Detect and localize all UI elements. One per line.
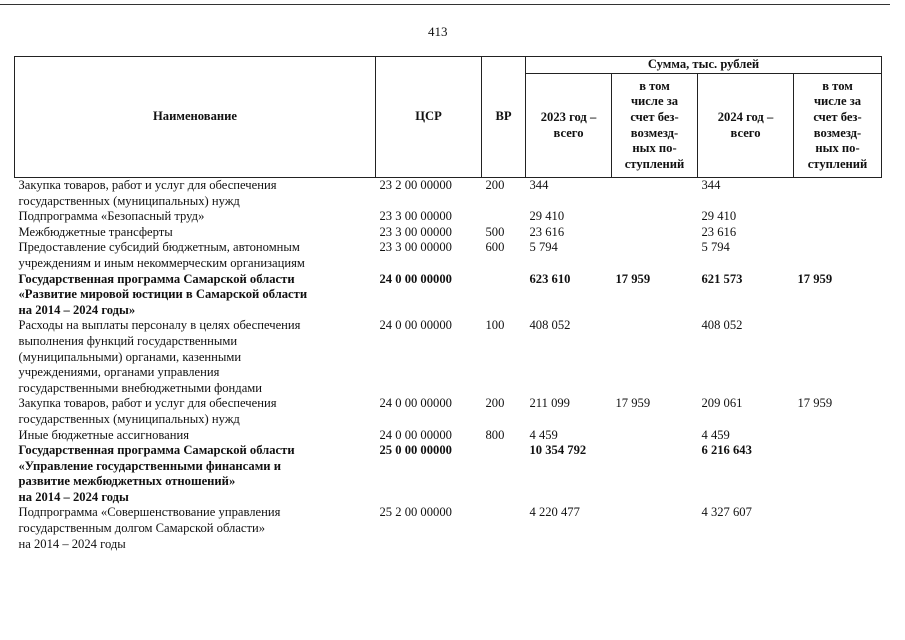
incl-2023-cell (612, 209, 698, 225)
header-incl-2023 (612, 74, 698, 178)
name-line: выполнения функций государственными (18, 333, 238, 348)
header-line: числе за (813, 94, 862, 109)
vr-cell: 600 (485, 240, 505, 255)
incl-2024-cell (794, 443, 882, 505)
table-row (15, 178, 882, 210)
table-row (15, 443, 882, 505)
name-line: развитие межбюджетных отношений» (18, 474, 236, 489)
vr-cell: 200 (485, 178, 505, 192)
total-2024-cell: 29 410 (701, 209, 737, 224)
table-body (15, 178, 882, 553)
csr-cell: 25 0 00 00000 (379, 443, 452, 458)
total-2023-cell: 23 616 (529, 224, 565, 239)
name-line: учреждениям и иным некоммерческим организациям (18, 255, 305, 270)
incl-2023-cell: 17 959 (615, 396, 651, 411)
total-2023-cell: 5 794 (529, 240, 558, 255)
name-line: государственных (муниципальных) нужд (18, 411, 240, 426)
header-line: всего (553, 125, 584, 140)
incl-2024-cell (794, 505, 882, 552)
incl-2024-cell: 17 959 (797, 396, 833, 411)
table-row (15, 209, 882, 225)
incl-2023-cell (612, 240, 698, 271)
csr-cell: 23 2 00 00000 (379, 178, 452, 192)
header-csr: ЦСР (376, 57, 482, 178)
total-2024-cell: 5 794 (701, 240, 730, 255)
header-line: 2024 год – (717, 109, 774, 124)
name-cell (15, 209, 376, 225)
header-line: счет без- (813, 109, 862, 124)
total-2024-cell: 23 616 (701, 224, 737, 239)
incl-2023-cell (612, 428, 698, 444)
total-2024-cell: 4 459 (701, 427, 730, 442)
incl-2024-cell (794, 318, 882, 396)
name-cell (15, 272, 376, 319)
name-cell (15, 240, 376, 271)
header-line: числе за (630, 94, 679, 109)
total-2024-cell: 344 (701, 178, 721, 192)
header-line: в том (639, 78, 670, 93)
total-2024-cell: 621 573 (701, 271, 743, 286)
header-line: возмезд- (813, 125, 862, 140)
name-line: Закупка товаров, работ и услуг для обеспечения (18, 396, 277, 411)
incl-2024-cell (794, 240, 882, 271)
name-cell (15, 178, 376, 210)
total-2024-cell: 4 327 607 (701, 505, 752, 520)
table-row (15, 272, 882, 319)
header-line: ступлений (807, 156, 868, 171)
name-line: государственным долгом Самарской области» (18, 521, 266, 536)
incl-2024-cell (794, 178, 882, 210)
csr-cell: 23 3 00 00000 (379, 240, 452, 255)
vr-cell: 100 (485, 318, 505, 333)
total-2023-cell: 623 610 (529, 271, 571, 286)
incl-2023-cell (612, 443, 698, 505)
table-row (15, 225, 882, 241)
name-line: учреждениями, органами управления (18, 365, 220, 380)
csr-cell: 23 3 00 00000 (379, 224, 452, 239)
csr-cell: 24 0 00 00000 (379, 427, 452, 442)
header-line: возмезд- (630, 125, 679, 140)
csr-cell: 24 0 00 00000 (379, 271, 452, 286)
total-2023-cell: 4 220 477 (529, 505, 580, 520)
vr-cell (482, 443, 526, 505)
header-line: в том (822, 78, 853, 93)
total-2024-cell: 408 052 (701, 318, 743, 333)
name-line: Государственная программа Самарской области (18, 271, 295, 286)
budget-table (14, 56, 882, 552)
name-cell (15, 396, 376, 427)
name-cell (15, 443, 376, 505)
table-row (15, 396, 882, 427)
name-line: на 2014 – 2024 годы» (18, 302, 136, 317)
header-total-2023 (526, 74, 612, 178)
incl-2024-cell (794, 225, 882, 241)
table-row (15, 428, 882, 444)
name-cell (15, 318, 376, 396)
name-cell (15, 505, 376, 552)
total-2024-cell: 209 061 (701, 396, 743, 411)
total-2023-cell: 29 410 (529, 209, 565, 224)
total-2023-cell: 211 099 (529, 396, 570, 411)
header-name: Наименование (15, 57, 376, 178)
name-line: Межбюджетные трансферты (18, 224, 173, 239)
incl-2023-cell (612, 178, 698, 210)
name-line: на 2014 – 2024 годы (18, 489, 129, 504)
vr-cell (482, 272, 526, 319)
csr-cell: 24 0 00 00000 (379, 396, 452, 411)
total-2023-cell: 408 052 (529, 318, 571, 333)
csr-cell: 23 3 00 00000 (379, 209, 452, 224)
csr-cell: 24 0 00 00000 (379, 318, 452, 333)
name-line: «Управление государственными финансами и (18, 458, 281, 473)
total-2023-cell: 4 459 (529, 427, 558, 442)
name-line: Иные бюджетные ассигнования (18, 427, 190, 442)
name-line: Государственная программа Самарской области (18, 443, 295, 458)
vr-cell: 800 (485, 427, 505, 442)
header-line: ных по- (632, 141, 677, 156)
name-line: (муниципальными) органами, казенными (18, 349, 242, 364)
header-vr: ВР (482, 57, 526, 178)
name-line: Расходы на выплаты персоналу в целях обеспечения (18, 318, 301, 333)
incl-2023-cell (612, 225, 698, 241)
name-line: Предоставление субсидий бюджетным, автономным (18, 240, 300, 255)
total-2024-cell: 6 216 643 (701, 443, 752, 458)
csr-cell: 25 2 00 00000 (379, 505, 452, 520)
page-number: 413 (428, 24, 448, 39)
vr-cell (482, 209, 526, 225)
total-2023-cell: 344 (529, 178, 549, 192)
incl-2024-cell (794, 209, 882, 225)
table-row (15, 240, 882, 271)
table-header (15, 57, 882, 178)
table-row (15, 318, 882, 396)
header-total-2024 (698, 74, 794, 178)
table-row (15, 505, 882, 552)
incl-2023-cell: 17 959 (615, 271, 651, 286)
name-line: государственных (муниципальных) нужд (18, 193, 240, 208)
header-line: ных по- (815, 141, 860, 156)
top-rule (0, 4, 890, 5)
name-cell (15, 428, 376, 444)
name-line: на 2014 – 2024 годы (18, 536, 126, 551)
name-line: Подпрограмма «Совершенствование управления (18, 505, 281, 520)
vr-cell: 500 (485, 224, 505, 239)
incl-2024-cell (794, 428, 882, 444)
name-line: Закупка товаров, работ и услуг для обеспечения (18, 178, 277, 192)
header-incl-2024 (794, 74, 882, 178)
name-line: государственными внебюджетными фондами (18, 380, 262, 395)
incl-2023-cell (612, 505, 698, 552)
incl-2024-cell: 17 959 (797, 271, 833, 286)
incl-2023-cell (612, 318, 698, 396)
header-line: 2023 год – (540, 109, 597, 124)
name-line: Подпрограмма «Безопасный труд» (18, 209, 205, 224)
header-line: счет без- (630, 109, 679, 124)
vr-cell (482, 505, 526, 552)
vr-cell: 200 (485, 396, 505, 411)
total-2023-cell: 10 354 792 (529, 443, 587, 458)
header-line: всего (730, 125, 761, 140)
header-line: ступлений (624, 156, 685, 171)
name-line: «Развитие мировой юстиции в Самарской области (18, 287, 308, 302)
name-cell (15, 225, 376, 241)
header-sum-group: Сумма, тыс. рублей (526, 57, 882, 74)
